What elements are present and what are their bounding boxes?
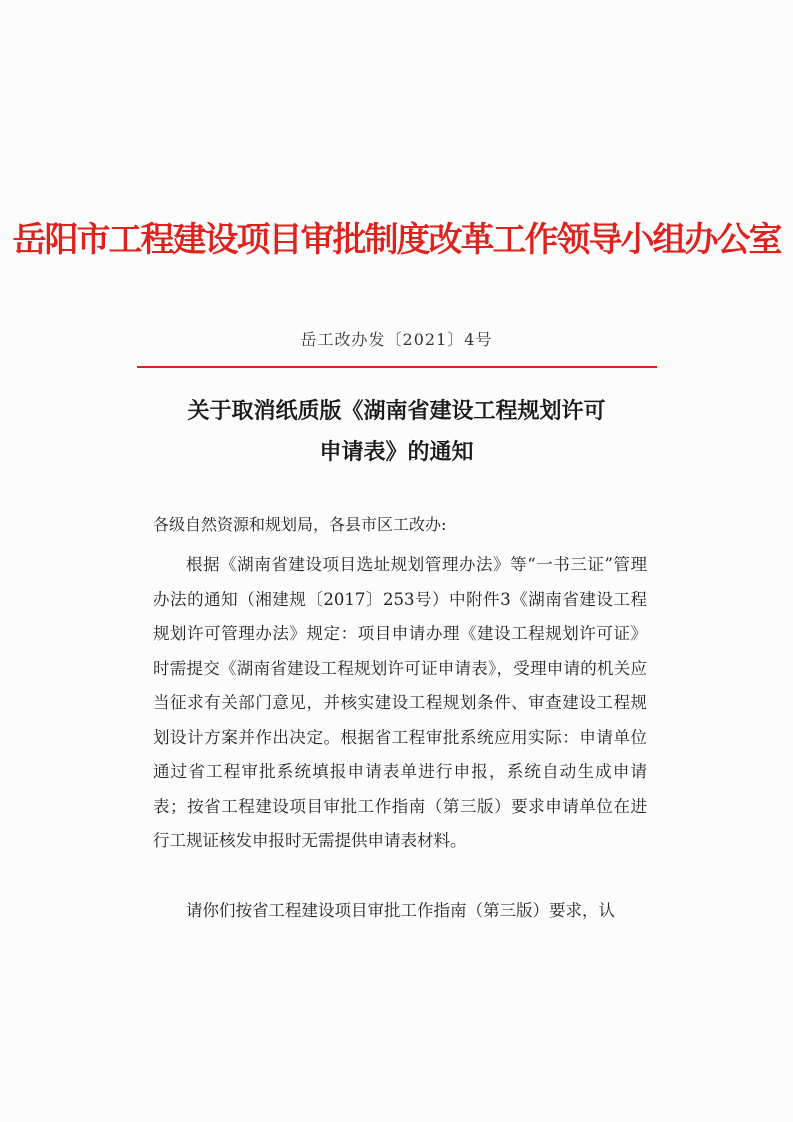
document-title-line-1: 关于取消纸质版《湖南省建设工程规划许可 — [187, 398, 606, 424]
issuing-organization: 岳阳市工程建设项目审批制度改革工作领导小组办公室 — [12, 220, 781, 260]
salutation: 各级自然资源和规划局，各县市区工改办: — [153, 515, 447, 534]
red-divider-line — [137, 366, 657, 368]
document-number: 岳工改办发〔2021〕4号 — [300, 330, 493, 349]
document-title-line-2: 申请表》的通知 — [319, 439, 474, 465]
body-paragraph-1: 根据《湖南省建设项目选址规划管理办法》等“一书三证”管理办法的通知（湘建规〔2017〕253号）中附件3《湖南省建设工程规划许可管理办法》规定：项目申请办理《建设工程规划许可证》时需提交《湖南省建设工程规划许可证申请表》，受理申请的机关应当征求有关部门意见，并核实建设工程规划条件、审查建设工程规划设计方案并作出决定。根据省工程审批系统应用实际：申请单位通过省工程审批系统填报申请表单进行申报，系统自动生成申请表；按省工程建设项目审批工作指南（第三版）要求申请单位在进行工规证核发申报时无需提供申请表材料。 — [153, 555, 647, 850]
body-paragraph-2: 请你们按省工程建设项目审批工作指南（第三版）要求，认 — [186, 901, 615, 920]
